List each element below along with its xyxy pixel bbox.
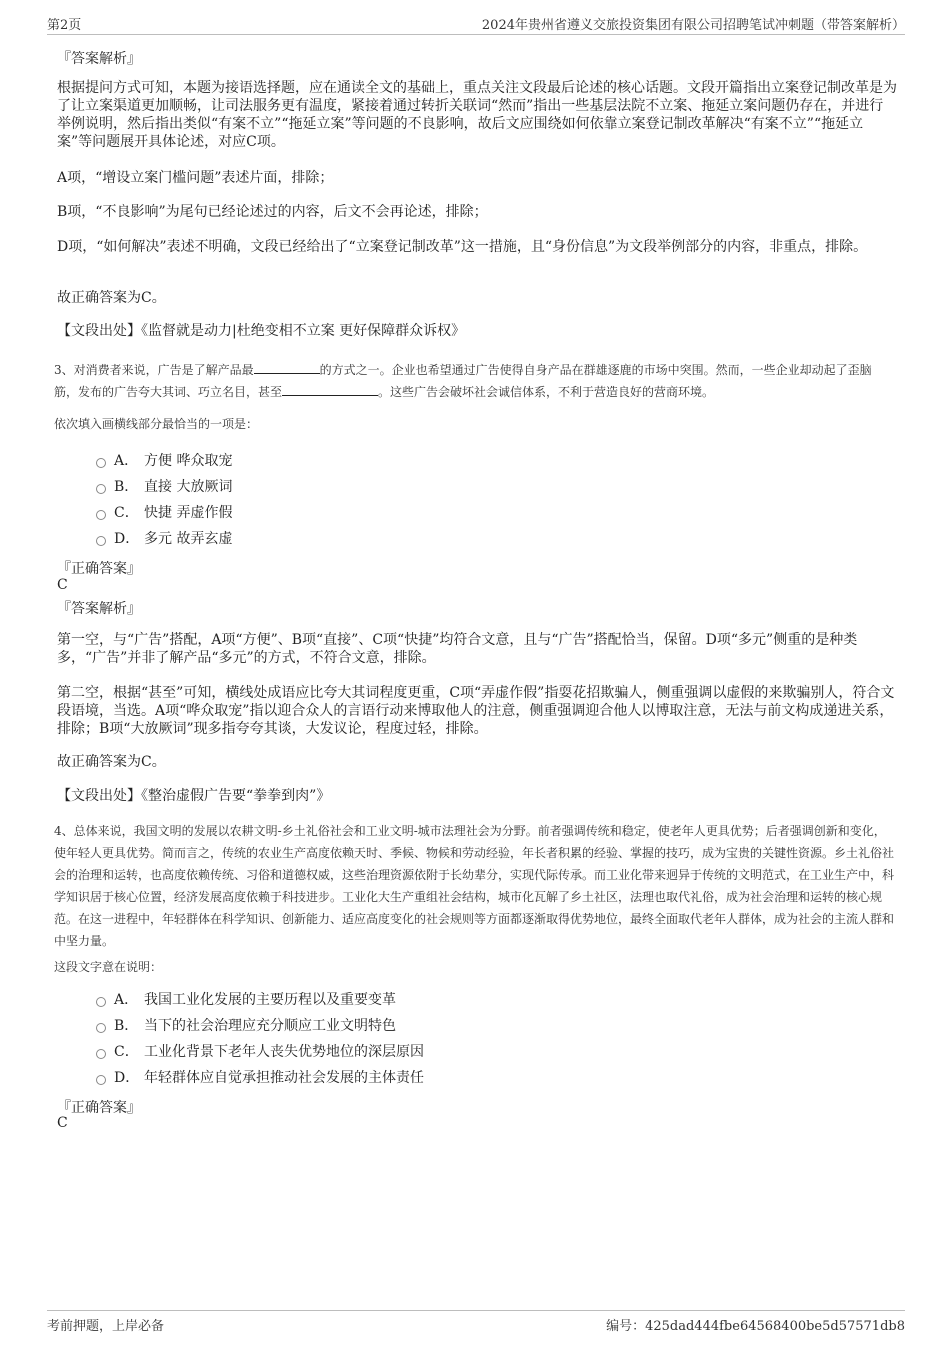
radio-icon[interactable] <box>96 458 106 468</box>
q3-stem-part-1: 3、对消费者来说，广告是了解产品最 <box>54 363 254 377</box>
document-title: 2024年贵州省遵义交旅投资集团有限公司招聘笔试冲刺题（带答案解析） <box>481 18 905 33</box>
page-number: 第2页 <box>47 18 82 33</box>
q3-answer-heading: 『正确答案』 <box>57 561 141 577</box>
q2-conclusion: 故正确答案为C。 <box>57 290 166 306</box>
q3-stem <box>54 359 894 403</box>
radio-icon[interactable] <box>96 1023 106 1033</box>
q3-option-b[interactable]: B． 直接 大放厥词 <box>96 477 232 497</box>
radio-icon[interactable] <box>96 536 106 546</box>
q4-option-a[interactable]: A． 我国工业化发展的主要历程以及重要变革 <box>96 990 396 1010</box>
q3-prompt: 依次填入画横线部分最恰当的一项是： <box>54 417 259 431</box>
radio-icon[interactable] <box>96 484 106 494</box>
q3-option-a[interactable]: A． 方便 哗众取宠 <box>96 451 232 471</box>
page-footer <box>47 1310 905 1333</box>
q4-answer: C <box>57 1115 68 1131</box>
q2-analysis-para-2: A项，“增设立案门槛问题”表述片面，排除； <box>57 170 334 186</box>
q2-source: 【文段出处】《监督就是动力|杜绝变相不立案 更好保障群众诉权》 <box>57 323 466 339</box>
radio-icon[interactable] <box>96 1075 106 1085</box>
q4-option-c[interactable]: C． 工业化背景下老年人丧失优势地位的深层原因 <box>96 1042 424 1062</box>
q2-analysis-para-1: 根据提问方式可知，本题为接语选择题，应在通读全文的基础上，重点关注文段最后论述的核心话题。文段开篇指出立案登记制改革是为了让立案渠道更加顺畅，让司法服务更有温度，紧接着通过转折关联词“然而”指出一些基层法院不立案、拖延立案问题仍存在，并进行举例说明，然后指出类似“有案不立”“拖延立案”等问题的不良影响，故后文应围绕如何依靠立案登记制改革解决“有案不立”“拖延立案”等问题展开具体论述，对应C项。 <box>57 80 897 150</box>
q3-stem-part-2: 的方式之一。企业也希望通过广告使得自身产品在群雄逐鹿的市场中突围。然而，一些企业却动起了歪脑筋，发布的广告夸大其词、巧立名目，甚至 <box>54 363 872 399</box>
q2-analysis-para-3: B项，“不良影响”为尾句已经论述过的内容，后文不会再论述，排除； <box>57 204 488 220</box>
q3-source: 【文段出处】《整治虚假广告要“拳拳到肉”》 <box>57 788 331 804</box>
q3-analysis-para-1: 第一空，与“广告”搭配，A项“方便”、B项“直接”、C项“快捷”均符合文意，且与“广告”搭配恰当，保留。D项“多元”侧重的是种类多，“广告”并非了解产品“多元”的方式，不符合文意，排除。 <box>57 632 858 666</box>
q3-analysis-heading: 『答案解析』 <box>57 601 141 617</box>
q2-analysis-heading: 『答案解析』 <box>57 51 141 67</box>
radio-icon[interactable] <box>96 997 106 1007</box>
q4-prompt: 这段文字意在说明： <box>54 960 163 974</box>
radio-icon[interactable] <box>96 1049 106 1059</box>
q3-blank-2 <box>282 383 378 396</box>
radio-icon[interactable] <box>96 510 106 520</box>
q3-analysis-para-2: 第二空，根据“甚至”可知，横线处成语应比夸大其词程度更重，C项“弄虚作假”指耍花招欺骗人，侧重强调以虚假的来欺骗别人，符合文段语境，当选。A项“哗众取宠”指以迎合众人的言语行动来博取他人的注意，侧重强调迎合他人以博取注意，无法与前文构成递进关系，排除；B项“大放厥词”现多指夸夸其谈，大发议论，程度过轻，排除。 <box>57 685 895 737</box>
footer-slogan: 考前押题，上岸必备 <box>47 1319 165 1334</box>
q3-option-d[interactable]: D． 多元 故弄玄虚 <box>96 529 232 549</box>
page-header <box>47 12 905 35</box>
q3-stem-part-3: 。这些广告会破坏社会诚信体系，不利于营造良好的营商环境。 <box>378 385 715 399</box>
q3-answer: C <box>57 577 68 593</box>
q3-option-c[interactable]: C． 快捷 弄虚作假 <box>96 503 232 523</box>
q4-stem: 4、总体来说，我国文明的发展以农耕文明-乡土礼俗社会和工业文明-城市法理社会为分野。前者强调传统和稳定，使老年人更具优势；后者强调创新和变化，使年轻人更具优势。简而言之，传统的农业生产高度依赖天时、季候、物候和劳动经验，年长者积累的经验、掌握的技巧，成为宝贵的关键性资源。乡土礼俗社会的治理和运转，也高度依赖传统、习俗和道德权威，这些治理资源依附于长幼辈分，实现代际传承。而工业化带来迥异于传统的文明范式，在工业生产中，科学知识居于核心位置，经济发展高度依赖于科技进步。工业化大生产重组社会结构，城市化瓦解了乡土社区，法理也取代礼俗，成为社会治理和运转的核心规范。在这一进程中，年轻群体在科学知识、创新能力、适应高度变化的社会规则等方面都逐渐取得优势地位，最终全面取代老年人群体，成为社会的主流人群和中坚力量。 <box>54 824 895 948</box>
q4-option-b[interactable]: B． 当下的社会治理应充分顺应工业文明特色 <box>96 1016 396 1036</box>
footer-serial-number: 编号：425dad444fbe64568400be5d57571db8 <box>606 1319 905 1334</box>
q3-conclusion: 故正确答案为C。 <box>57 754 166 770</box>
q3-blank-1 <box>254 361 320 374</box>
q2-analysis-para-4: D项，“如何解决”表述不明确，文段已经给出了“立案登记制改革”这一措施，且“身份信息”为文段举例部分的内容，非重点，排除。 <box>57 239 868 255</box>
q4-answer-heading: 『正确答案』 <box>57 1100 141 1116</box>
q4-option-d[interactable]: D． 年轻群体应自觉承担推动社会发展的主体责任 <box>96 1068 424 1088</box>
